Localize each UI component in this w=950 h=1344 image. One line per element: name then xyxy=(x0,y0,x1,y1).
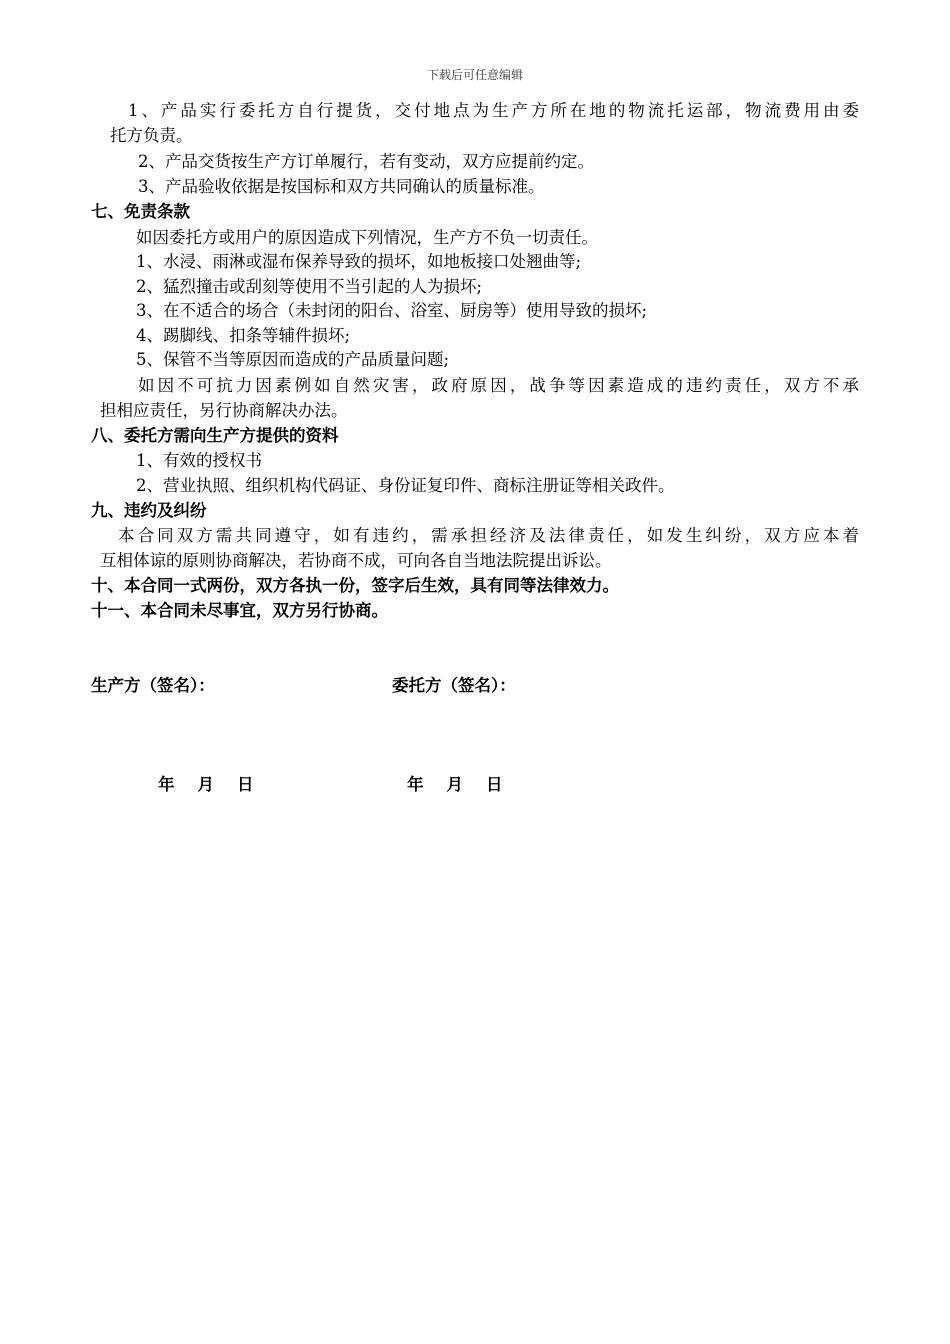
force-majeure-line1: 如因不可抗力因素例如自然灾害，政府原因，战争等因素造成的违约责任，双方不承 xyxy=(138,376,859,395)
producer-date: 年 月 日 xyxy=(158,775,254,794)
section-9-heading: 九、违约及纠纷 xyxy=(91,501,207,520)
section-11: 十一、本合同未尽事宜，双方另行协商。 xyxy=(91,601,388,620)
section-9-line1: 本合同双方需共同遵守，如有违约，需承担经济及法律责任，如发生纠纷，双方应本着 xyxy=(118,526,859,545)
clause-8-2: 2、营业执照、组织机构代码证、身份证复印件、商标注册证等相关政件。 xyxy=(136,476,675,495)
clause-6-3: 3、产品验收依据是按国标和双方共同确认的质量标准。 xyxy=(138,177,545,196)
clause-6-1-line2: 托方负责。 xyxy=(110,126,193,145)
section-9-line2: 互相体谅的原则协商解决，若协商不成，可向各自当地法院提出诉讼。 xyxy=(100,551,612,570)
clause-6-2: 2、产品交货按生产方订单履行，若有变动，双方应提前约定。 xyxy=(138,152,594,171)
client-signature-label: 委托方（签名）： xyxy=(392,676,516,695)
section-7-intro: 如因委托方或用户的原因造成下列情况，生产方不负一切责任。 xyxy=(136,228,598,247)
page-header: 下载后可任意编辑 xyxy=(426,68,523,82)
section-8-heading: 八、委托方需向生产方提供的资料 xyxy=(91,426,339,445)
clause-6-1-line1: 1、产品实行委托方自行提货，交付地点为生产方所在地的物流托运部，物流费用由委 xyxy=(128,101,859,120)
clause-7-2: 2、猛烈撞击或刮刻等使用不当引起的人为损坏; xyxy=(136,277,483,296)
force-majeure-line2: 担相应责任，另行协商解决办法。 xyxy=(100,401,348,420)
clause-7-3: 3、在不适合的场合（未封闭的阳台、浴室、厨房等）使用导致的损坏; xyxy=(136,301,648,320)
section-10: 十、本合同一式两份，双方各执一份，签字后生效，具有同等法律效力。 xyxy=(91,576,619,595)
client-date: 年 月 日 xyxy=(407,775,503,794)
section-7-heading: 七、免责条款 xyxy=(91,202,190,221)
clause-7-1: 1、水浸、雨淋或湿布保养导致的损坏，如地板接口处翘曲等; xyxy=(136,252,582,271)
clause-7-4: 4、踢脚线、扣条等辅件损坏; xyxy=(136,326,351,345)
clause-8-1: 1、有效的授权书 xyxy=(136,451,262,470)
clause-7-5: 5、保管不当等原因而造成的产品质量问题; xyxy=(136,350,450,369)
producer-signature-label: 生产方（签名）： xyxy=(91,676,215,695)
